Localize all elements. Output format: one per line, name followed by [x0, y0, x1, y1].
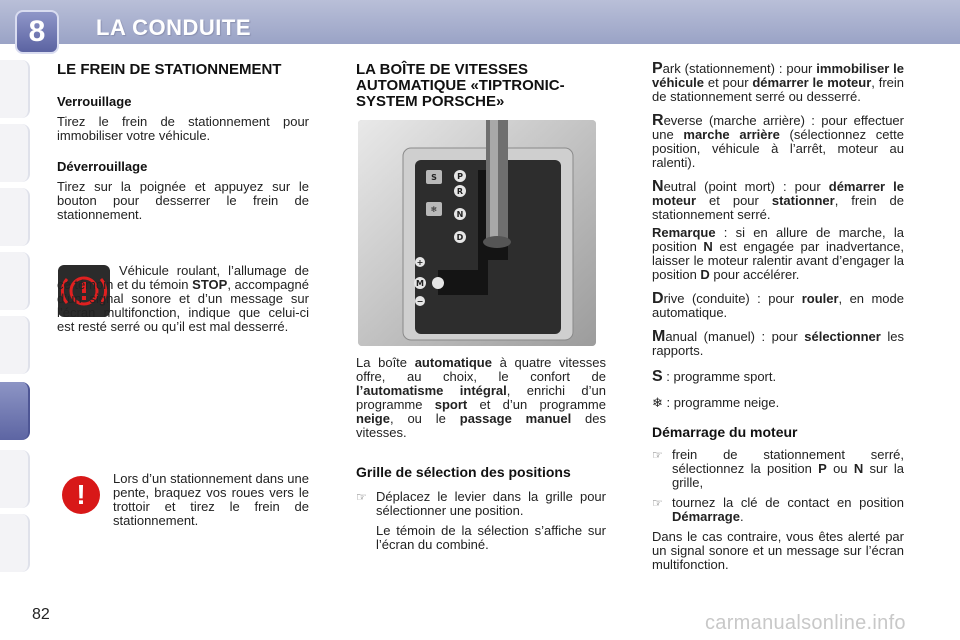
gate-label: ❄ — [430, 205, 438, 214]
gate-label: − — [416, 297, 424, 306]
parking-brake-section — [57, 62, 309, 222]
bullet-item — [652, 448, 904, 490]
position-n: Neutral (point mort) : pour démarrer le moteur et pour stationner, frein de stationnement serré. — [652, 178, 904, 222]
chapter-badge: 8 — [15, 10, 59, 54]
position-snow: ❄ : programme neige. — [652, 395, 780, 410]
bullet-text: Déplacez le levier dans la grille pour sélectionner une position. — [376, 489, 606, 518]
chapter-tab[interactable] — [0, 514, 30, 572]
watermark: carmanualsonline.info — [705, 612, 906, 634]
section-title: LA BOÎTE DE VITESSES AUTOMATIQUE «TIPTRONIC-SYSTEM PORSCHE» — [356, 61, 565, 110]
warning-paragraph: Véhicule roulant, l’allumage de ce témoin et du témoin STOP, accompagné d’un signal sonore et d’un message sur l’écran multifonction, indique que celui-ci est resté serré ou qu’il est mal desserré. — [57, 263, 309, 334]
chapter-tab-active[interactable] — [0, 382, 30, 440]
positions-section — [652, 62, 904, 572]
gear-selector-photo — [358, 120, 596, 346]
subsection-title: Déverrouillage — [57, 159, 148, 174]
paragraph: Tirez le frein de stationnement pour immobiliser votre véhicule. — [57, 114, 309, 143]
page-number: 82 — [32, 606, 50, 623]
position-s: S : programme sport. — [652, 368, 777, 385]
chapter-tab[interactable] — [0, 450, 30, 508]
pointing-hand-icon: ☞ — [356, 490, 367, 504]
gearbox-intro: La boîte automatique à quatre vitesses offre, au choix, le confort de l’automatisme intégral, enrichi d’un programme sport et d’un programme neige, ou le passage manuel des vitesses. — [356, 355, 607, 440]
remarque: Remarque : si en allure de marche, la position N est engagée par inadvertance, laisser le moteur ralentir avant d’engager la position D pour accélérer. — [652, 225, 905, 282]
gate-label: S — [431, 173, 437, 182]
position-p: Park (stationnement) : pour immobiliser le véhicule et pour démarrer le moteur, frein de stationnement serré ou desserré. — [652, 60, 905, 104]
chapter-tab[interactable] — [0, 316, 30, 374]
gate-label: D — [456, 233, 464, 242]
caution-icon: ! — [62, 476, 100, 514]
paragraph: Tirez sur la poignée et appuyez sur le bouton pour desserrer le frein de stationnement. — [57, 179, 309, 222]
page-title: LA CONDUITE — [96, 15, 252, 40]
gate-label: M — [416, 279, 424, 288]
snowflake-icon: ❄ — [652, 395, 663, 410]
section-title: LE FREIN DE STATIONNEMENT — [57, 61, 282, 78]
gate-label: P — [457, 172, 463, 181]
bullet-text: tournez la clé de contact en position Démarrage. — [672, 495, 904, 524]
pointing-hand-icon: ☞ — [652, 448, 663, 462]
position-m: Manual (manuel) : pour sélectionner les rapports. — [652, 328, 905, 358]
gearbox-section — [356, 62, 606, 110]
caution-paragraph: Lors d’un stationnement dans une pente, braquez vos roues vers le trottoir et tirez le frein de stationnement. — [113, 471, 309, 528]
subsection-title: Verrouillage — [57, 94, 132, 109]
paragraph: Le témoin de la sélection s’affiche sur l’écran du combiné. — [376, 523, 606, 552]
gate-label: + — [416, 258, 424, 267]
section-title: Grille de sélection des positions — [356, 464, 571, 480]
chapter-tabs — [0, 60, 30, 580]
bullet-item — [652, 496, 904, 524]
gate-label: N — [456, 210, 464, 219]
position-d: Drive (conduite) : pour rouler, en mode automatique. — [652, 290, 904, 320]
bullet-text: frein de stationnement serré, sélectionnez la position P ou N sur la grille, — [672, 447, 904, 490]
paragraph: Dans le cas contraire, vous êtes alerté par un signal sonore et un message sur l’écran multifonction. — [652, 529, 904, 572]
chapter-tab[interactable] — [0, 188, 30, 246]
gate-selection-section — [356, 464, 606, 552]
pointing-hand-icon: ☞ — [652, 496, 663, 510]
bullet-item — [356, 490, 606, 552]
chapter-tab[interactable] — [0, 60, 30, 118]
chapter-tab[interactable] — [0, 124, 30, 182]
section-title: Démarrage du moteur — [652, 424, 798, 440]
gate-label: R — [456, 187, 464, 196]
position-r: Reverse (marche arrière) : pour effectuer une marche arrière (sélectionnez cette position, véhicule à l’arrêt, moteur au ralenti). — [652, 112, 904, 170]
chapter-tab[interactable] — [0, 252, 30, 310]
